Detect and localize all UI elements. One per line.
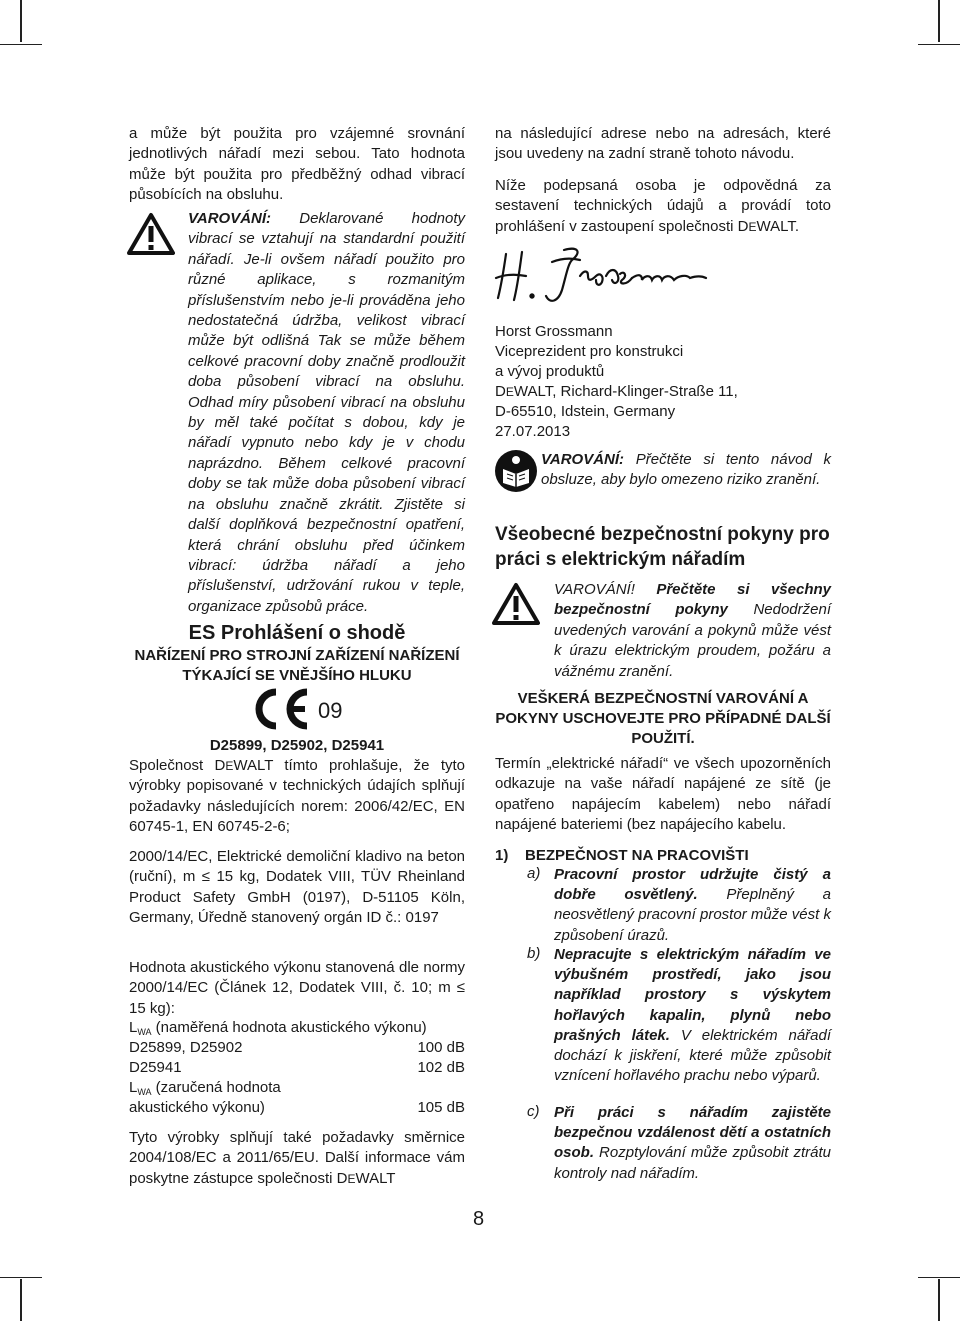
company-address: [495, 382, 738, 402]
list-item: [554, 865, 831, 946]
signatory-text-cont: WALT.: [756, 217, 800, 235]
signatory-name: Horst Grossmann: [495, 323, 613, 340]
warning-lead: Deklarované hodnoty vibrací se vztahují na standardní použití nářadí.: [188, 210, 465, 268]
lwa-l: L: [129, 1019, 138, 1036]
row-value: 102 dB: [417, 1059, 465, 1076]
keep-instructions-title: VEŠKERÁ BEZPEČNOSTNÍ VAROVÁNÍ A POKYNY USCHOVEJTE PRO PŘÍPADNÉ DALŠÍ POUŽITÍ.: [495, 690, 831, 747]
list-item: [554, 1103, 831, 1184]
list-item-bold: Pracovní prostor udržujte čistý a dobře osvětlený.: [554, 866, 831, 904]
list-letter: c): [527, 1103, 540, 1120]
list-item-text: Rozptylování může způsobit ztrátu kontroly nad nářadím.: [554, 1144, 831, 1182]
warning-label: VAROVÁNÍ:: [188, 210, 272, 227]
section-title: Všeobecné bezpečnostní pokyny pro práci s elektrickým nářadím: [495, 524, 830, 570]
table-row: [129, 1058, 465, 1078]
company-text-cont: WALT, Richard-Klinger-Straße 11,: [513, 383, 738, 400]
brand-smallcap: E: [225, 759, 234, 773]
safety-warning: [554, 580, 831, 682]
signatory-role: Viceprezident pro konstrukci: [495, 343, 684, 360]
closing-text: Tyto výrobky splňují také požadavky směrnice 2004/108/EC a 2011/65/EU. Další informace vám poskytne zástupce společnosti D: [129, 1129, 465, 1187]
crop-mark: [938, 1279, 940, 1321]
brand-smallcap: E: [347, 1171, 356, 1186]
row-value: 105 dB: [417, 1099, 465, 1116]
directive-paragraph: 2000/14/EC, Elektrické demoliční kladivo na beton (ruční), m ≤ 15 kg, Dodatek VIII, TÜV Rheinland Product Safety GmbH (0197), D-51105 Köln, Germany, Úředně stanovený orgán ID č.: 0197: [129, 848, 465, 927]
warning-text: Nedodržení uvedených varování a pokynů může vést k úrazu elektrickým proudem, požáru a vážnému zranění.: [554, 601, 831, 680]
table-row: [129, 1098, 465, 1118]
section-heading: BEZPEČNOST NA PRACOVIŠTI: [525, 847, 749, 864]
list-letter: a): [527, 865, 541, 882]
row-label: D25899, D25902: [129, 1039, 243, 1056]
lwa-guaranteed-text2: akustického výkonu): [129, 1099, 265, 1116]
closing-paragraph: [129, 1128, 465, 1189]
crop-mark: [20, 1279, 22, 1321]
term-paragraph: Termín „elektrické nářadí“ ve všech upozorněních odkazuje na vaše nářadí napájené ze sítě (je opatřeno napájecím kabelem) nebo nářadí napájené bateriemi (bez napájecího kabelu.: [495, 755, 831, 834]
declaration-text-cont: WALT tímto prohlašuje, že tyto výrobky popisované v technických údajích splňují požadavky následujících norem: 2006/42/EC, EN 60745-1, EN 60745-2-6;: [129, 757, 465, 836]
list-item-bold: Nepracujte s elektrickým nářadím ve výbušném prostředí, jako jsou například prostory s výskytem hořlavých kapalin, plynů nebo prašných látek.: [554, 946, 831, 1044]
warning-triangle-icon: [492, 582, 540, 626]
intro-paragraph: a může být použita pro vzájemné srovnání jednotlivých nářadí mezi sebou. Tato hodnota může být použita pro předběžný odhad vibrací působících na obsluhu.: [129, 125, 465, 204]
table-row: [129, 1038, 465, 1058]
declaration-paragraph: [129, 756, 465, 838]
declaration-text: Společnost D: [129, 757, 226, 774]
crop-mark: [938, 0, 940, 42]
company-text: D: [495, 383, 506, 400]
page-number: 8: [473, 1208, 485, 1230]
read-manual-icon: [495, 450, 537, 492]
declaration-date: 27.07.2013: [495, 423, 571, 440]
es-declaration-subtitle: NAŘÍZENÍ PRO STROJNÍ ZAŘÍZENÍ NAŘÍZENÍ TÝKAJÍCÍ SE VNĚJŠÍHO HLUKU: [134, 647, 460, 684]
signatory-text: Níže podepsaná osoba je odpovědná za sestavení technických údajů a provádí toto prohlášení v zastoupení společnosti D: [495, 177, 831, 235]
brand-smallcap: E: [505, 385, 514, 399]
section-number: 1): [495, 847, 509, 864]
list-letter: b): [527, 945, 541, 962]
acoustic-paragraph: Hodnota akustického výkonu stanovená dle normy 2000/14/EC (Článek 12, Dodatek VIII, č. 10; m ≤ 15 kg):: [129, 959, 465, 1017]
row-value: 100 dB: [417, 1039, 465, 1056]
crop-mark: [0, 44, 42, 45]
signatory-paragraph: [495, 176, 831, 237]
address-note: na následující adrese nebo na adresách, které jsou uvedeny na zadní straně tohoto návodu.: [495, 125, 831, 163]
warning-label: VAROVÁNÍ:: [541, 451, 625, 468]
read-manual-warning: [541, 450, 831, 491]
crop-mark: [0, 1277, 42, 1278]
list-item: [554, 945, 831, 1086]
ce-mark-icon: [249, 688, 311, 730]
es-declaration-title: ES Prohlášení o shodě: [188, 622, 406, 644]
signatory-role-cont: a vývoj produktů: [495, 363, 605, 380]
crop-mark: [918, 1277, 960, 1278]
warning-bold: Přečtěte si všechny bezpečnostní pokyny: [554, 581, 831, 619]
lwa-sub: WA: [137, 1087, 152, 1097]
brand-smallcap: E: [748, 219, 757, 234]
lwa-l: L: [129, 1079, 138, 1096]
closing-text-cont: WALT: [355, 1169, 396, 1187]
warning-body: Je-li ovšem nářadí použito pro různé aplikace, s rozmanitým příslušenstvím nebo je-li prováděna jeho nedostatečná údržba, velikost vibrací může být odlišná Tak se může během celkové pracovní doby značně prodloužit doba působení vibrací na obsluhu. Odhad míry působení vibrací na obsluhu by měl také počítat s dobou, kdy je nářadí vypnuto nebo kdy je v chodu naprázdno. Během celkové pracovní doby se tak může doba působení vibrací na obsluhu značně zkrátit. Zjistěte si další doplňková bezpečnostní opatření, která chrání obsluhu před účinkem vibrací: údržba nářadí a jeho příslušenství, udržování rukou v teple, organizace způsobů práce.: [188, 250, 466, 615]
warning-triangle-icon: [127, 212, 175, 256]
row-label: D25941: [129, 1059, 182, 1076]
company-city: D-65510, Idstein, Germany: [495, 403, 676, 420]
model-numbers: D25899, D25902, D25941: [209, 737, 385, 754]
crop-mark: [918, 44, 960, 45]
lwa-guaranteed-text: (zaručená hodnota: [151, 1079, 281, 1096]
list-item-text: Přeplněný a neosvětlený pracovní prostor může vést k způsobení úrazů.: [554, 886, 831, 944]
ce-number: 09: [318, 698, 343, 723]
lwa-sub: WA: [137, 1027, 152, 1037]
vibration-warning: [188, 209, 465, 617]
list-item-bold: Při práci s nářadím zajistěte bezpečnou vzdálenost dětí a ostatních osob.: [554, 1104, 831, 1162]
crop-mark: [20, 0, 22, 42]
read-warning-text: Přečtěte si tento návod k obsluze, aby bylo omezeno riziko zranění.: [541, 451, 831, 489]
lwa-measured-text: (naměřená hodnota akustického výkonu): [151, 1019, 427, 1036]
list-item-text: V elektrickém nářadí dochází k jiskření, které může způsobit vznícení hořlavého prachu nebo výparů.: [554, 1026, 832, 1085]
signature-image: [492, 246, 712, 308]
warning-label: VAROVÁNÍ!: [554, 581, 635, 598]
